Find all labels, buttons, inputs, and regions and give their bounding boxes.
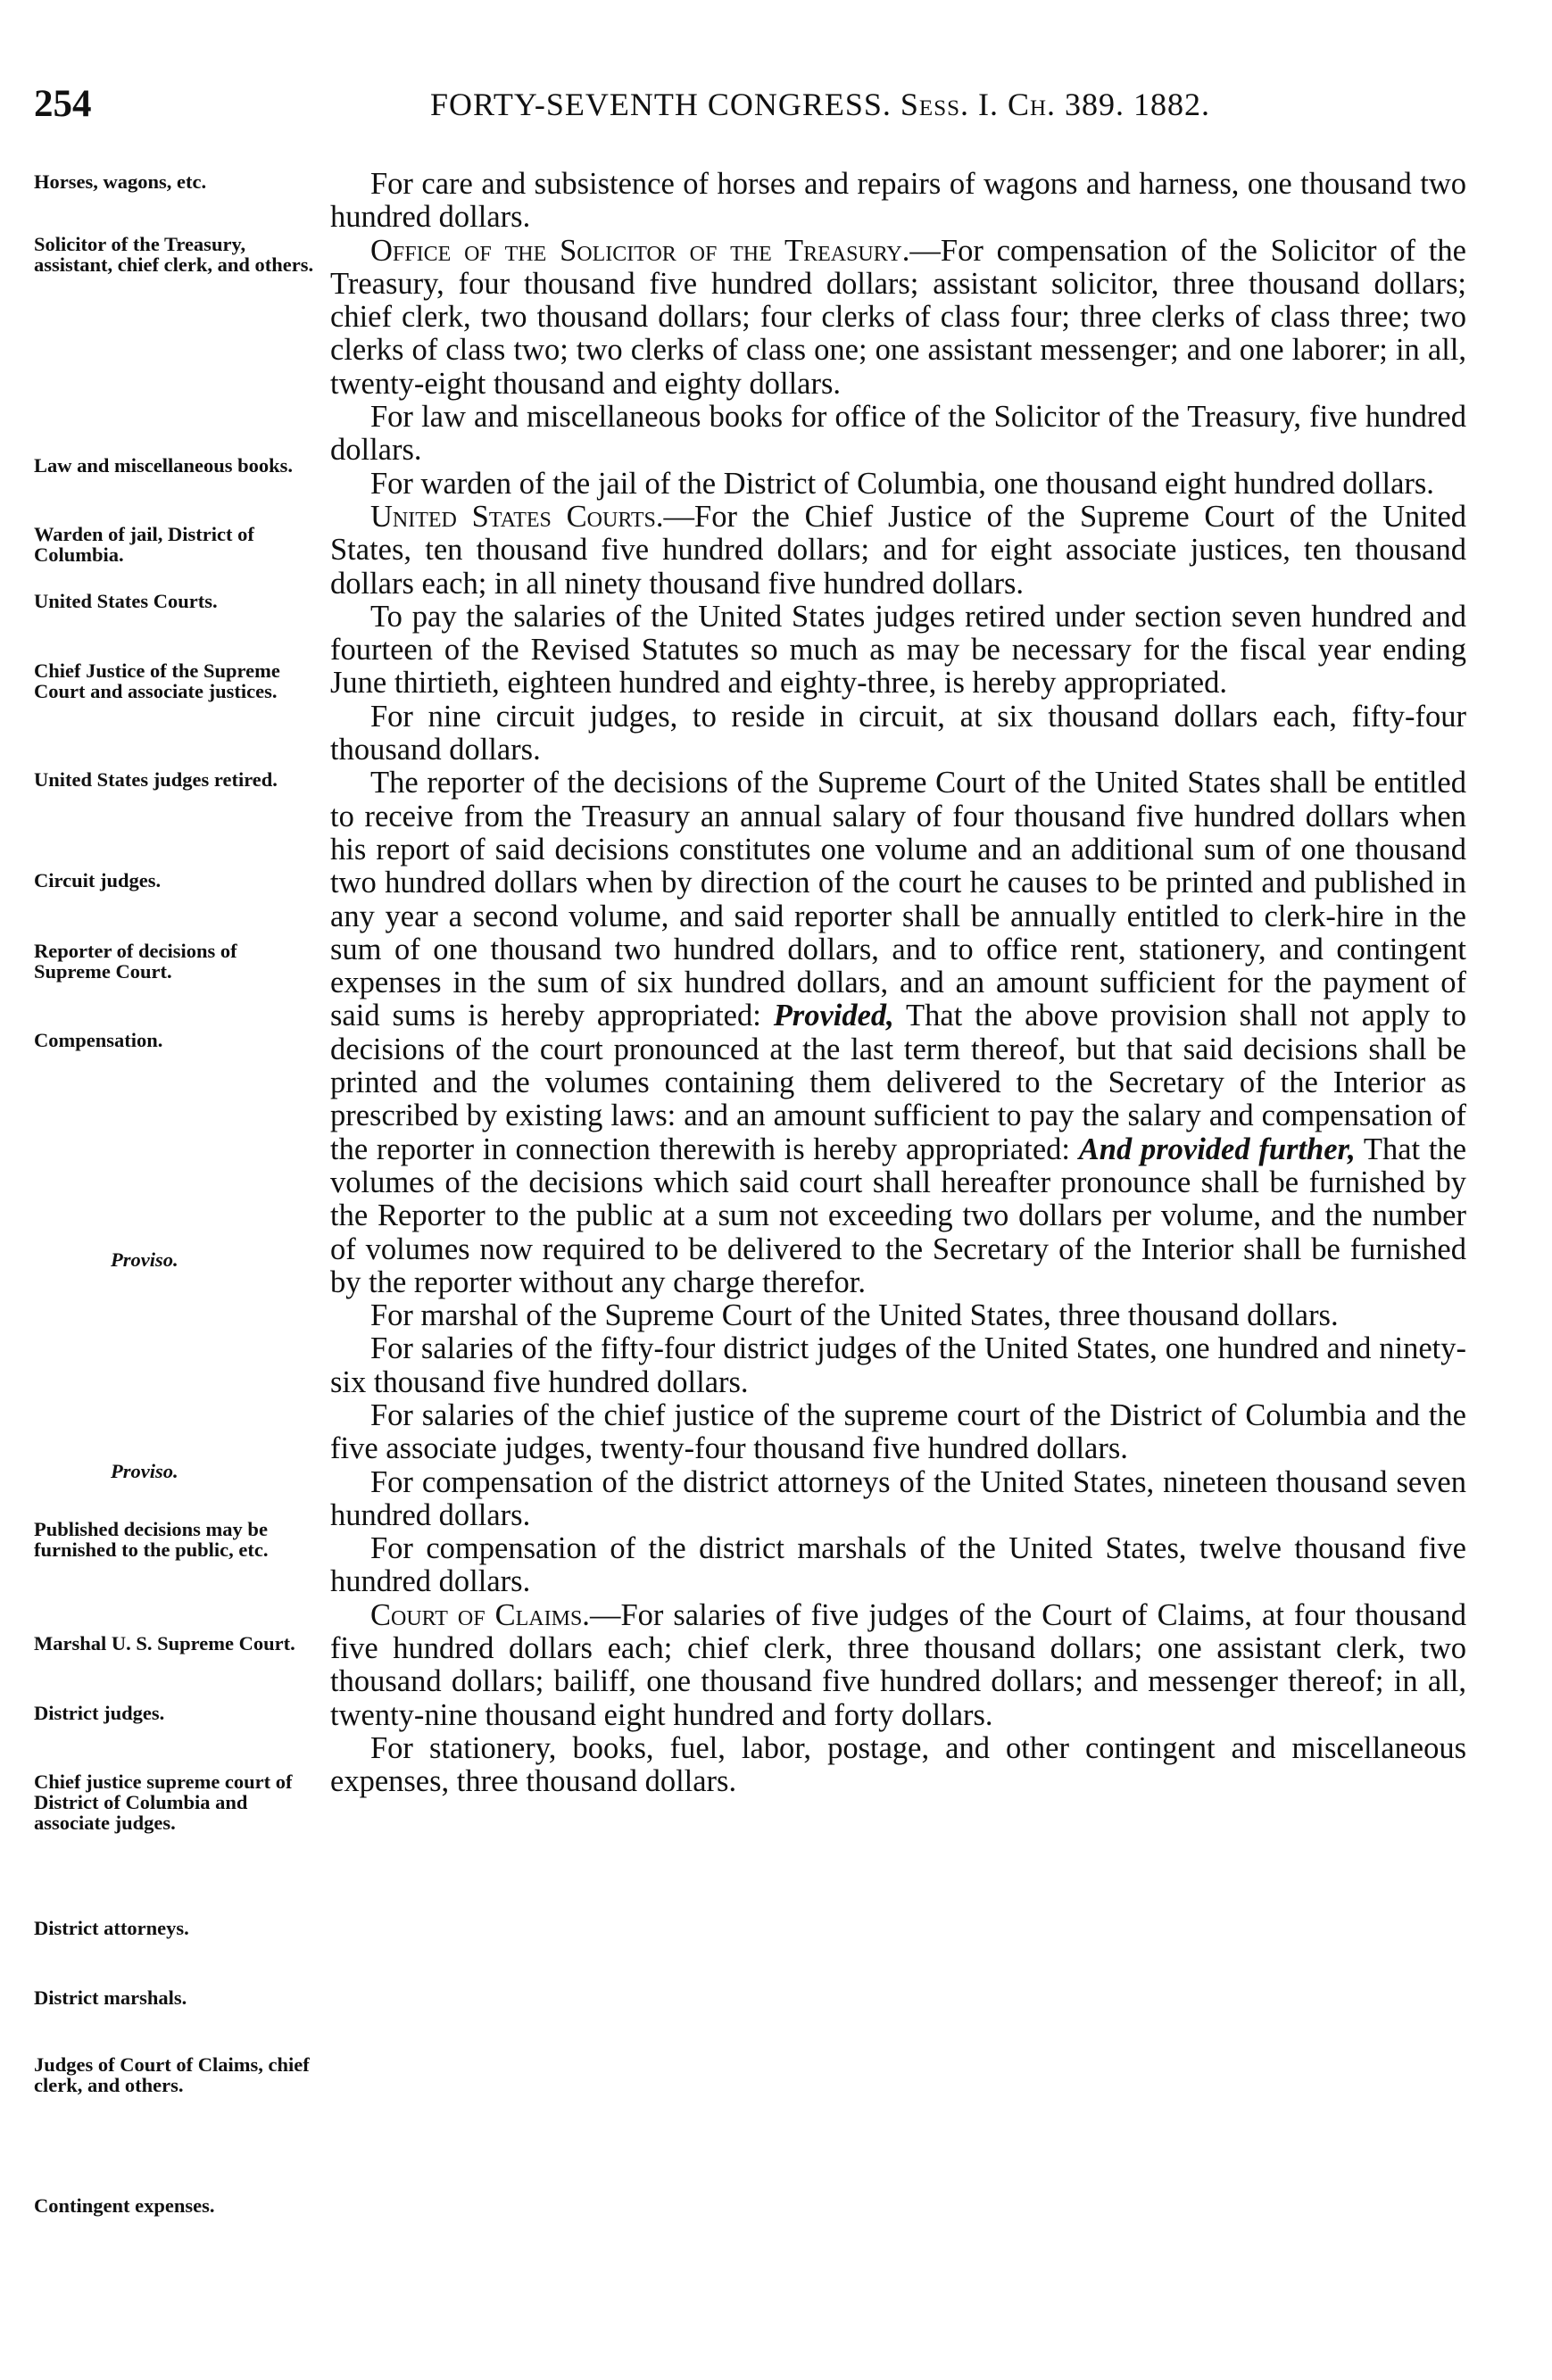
margin-note: Contingent expenses.: [34, 2194, 215, 2217]
margin-note-proviso: Proviso.: [111, 1460, 178, 1482]
paragraph-text: The reporter of the decisions of the Supreme Court of the United States shall be entitled to receive from the Treasury an annual salary of four thousand five hundred dollars when his report of said decisions constitutes one volume and an additional sum of one thousand two hundred dollars when by direction of the court he causes to be printed and published in any year a second volume, and said reporter shall be annually entitled to clerk-hire in the sum of one thousand two hundred dollars, and to office rent, stationery, and contingent expenses in the sum of six hundred dollars, and an amount sufficient for the payment of said sums is hereby appropriated:: [330, 766, 1466, 1033]
running-head-congress: FORTY-SEVENTH CONGRESS.: [430, 87, 900, 122]
margin-note: Circuit judges.: [34, 869, 162, 891]
margin-note: Marshal U. S. Supreme Court.: [34, 1632, 295, 1654]
paragraph-district-judges: For salaries of the fifty-four district judges of the United States, one hundred and ninety-six thousand five hundred dollars.: [330, 1331, 1466, 1399]
margin-note: District judges.: [34, 1702, 165, 1724]
running-head-session: Sess. I. Ch. 389. 1882.: [900, 87, 1211, 122]
paragraph-text: —For compensation of the Solicitor of the Treasury, four thousand five hundred dollars; assistant solicitor, three thousand dollars; chief clerk, two thousand dollars; four clerks of class four; three clerks of class three; two clerks of class two; two clerks of class one; one assistant messenger; and one laborer; in all, twenty-eight thousand and eighty dollars.: [330, 233, 1466, 401]
margin-note: District marshals.: [34, 1986, 187, 2009]
paragraph-dc-court: For salaries of the chief justice of the supreme court of the District of Columbia and the five associate judges, twenty-four thousand five hundred dollars.: [330, 1397, 1466, 1466]
proviso-term: Provided,: [773, 999, 894, 1033]
paragraph-law-books: For law and miscellaneous books for office of the Solicitor of the Treasury, five hundred dollars.: [330, 400, 1466, 468]
paragraph-district-attorneys: For compensation of the district attorneys of the United States, nineteen thousand seven hundred dollars.: [330, 1464, 1466, 1532]
paragraph-circuit-judges: For nine circuit judges, to reside in circuit, at six thousand dollars each, fifty-four thousand dollars.: [330, 699, 1466, 767]
paragraph-reporter: [330, 767, 1466, 1299]
running-head: [430, 86, 1210, 123]
paragraph-text: That the volumes of the decisions which said court shall hereafter pronounce shall be furnished by the Reporter to the public at a sum not exceeding two dollars per volume, and the number of volumes now required to be delivered to the Secretary of the Interior shall be furnished by the reporter without any charge therefor.: [330, 1132, 1467, 1299]
paragraph-text: That the above provision shall not apply to decisions of the court pronounced at the last term thereof, but that said decisions shall be printed and the volumes containing them delivered to the Secretary of the Interior as prescribed by existing laws: and an amount sufficient to pay the salary and compensation of the reporter in connection therewith is hereby appropriated:: [330, 999, 1467, 1166]
paragraph-text: —For the Chief Justice of the Supreme Court of the United States, ten thousand five hundred dollars; and for eight associate justices, ten thousand dollars each; in all ninety thousand five hundred dollars.: [330, 499, 1467, 601]
margin-note: Compensation.: [34, 1029, 163, 1051]
paragraph-text: —For salaries of five judges of the Court of Claims, at four thousand five hundred dollars each; chief clerk, three thousand dollars; one assistant clerk, two thousand dollars; bailiff, one thousand five hundred dollars; and messenger thereof; in all, twenty-nine thousand eight hundred and forty dollars.: [330, 1597, 1467, 1732]
section-heading: Office of the Solicitor of the Treasury.: [370, 233, 910, 268]
body-text: [330, 168, 1466, 1799]
margin-note: District attorneys.: [34, 1917, 189, 1939]
paragraph-contingent: For stationery, books, fuel, labor, postage, and other contingent and miscellaneous expenses, three thousand dollars.: [330, 1730, 1466, 1799]
paragraph-solicitor: [330, 235, 1466, 401]
paragraph-judges-retired: To pay the salaries of the United States judges retired under section seven hundred and fourteen of the Revised Statutes so much as may be necessary for the fiscal year ending June thirtieth, eighteen hundred and eighty-three, is hereby appropriated.: [330, 599, 1466, 701]
margin-note: Law and miscellaneous books.: [34, 454, 294, 477]
paragraph-us-courts: [330, 501, 1466, 601]
section-heading: Court of Claims.: [370, 1597, 590, 1632]
margin-note: United States Courts.: [34, 590, 218, 612]
margin-note: Solicitor of the Treasury, assistant, chief clerk, and others.: [34, 233, 314, 276]
proviso-term: And provided further,: [1078, 1132, 1356, 1166]
margin-note: Published decisions may be furnished to the public, etc.: [34, 1518, 269, 1561]
margin-note: United States judges retired.: [34, 768, 278, 791]
paragraph-warden: For warden of the jail of the District of Columbia, one thousand eight hundred dollars.: [370, 466, 1434, 501]
section-heading: United States Courts.: [370, 499, 664, 534]
page-header: [34, 82, 1481, 127]
margin-note: Judges of Court of Claims, chief clerk, and others.: [34, 2053, 310, 2096]
margin-note: Warden of jail, District of Columbia.: [34, 523, 254, 566]
margin-note: Horses, wagons, etc.: [34, 170, 207, 193]
margin-note-proviso: Proviso.: [111, 1248, 178, 1271]
margin-note: Reporter of decisions of Supreme Court.: [34, 940, 237, 983]
paragraph-court-of-claims: [330, 1599, 1466, 1732]
paragraph-marshal: For marshal of the Supreme Court of the United States, three thousand dollars.: [370, 1298, 1339, 1333]
margin-note: Chief Justice of the Supreme Court and associate justices.: [34, 659, 280, 702]
page-number: 254: [34, 83, 92, 125]
margin-note: Chief justice supreme court of District of Columbia and associate judges.: [34, 1770, 293, 1834]
paragraph-district-marshals: For compensation of the district marshals of the United States, twelve thousand five hundred dollars.: [330, 1531, 1466, 1599]
paragraph-horses: For care and subsistence of horses and repairs of wagons and harness, one thousand two hundred dollars.: [330, 167, 1466, 235]
